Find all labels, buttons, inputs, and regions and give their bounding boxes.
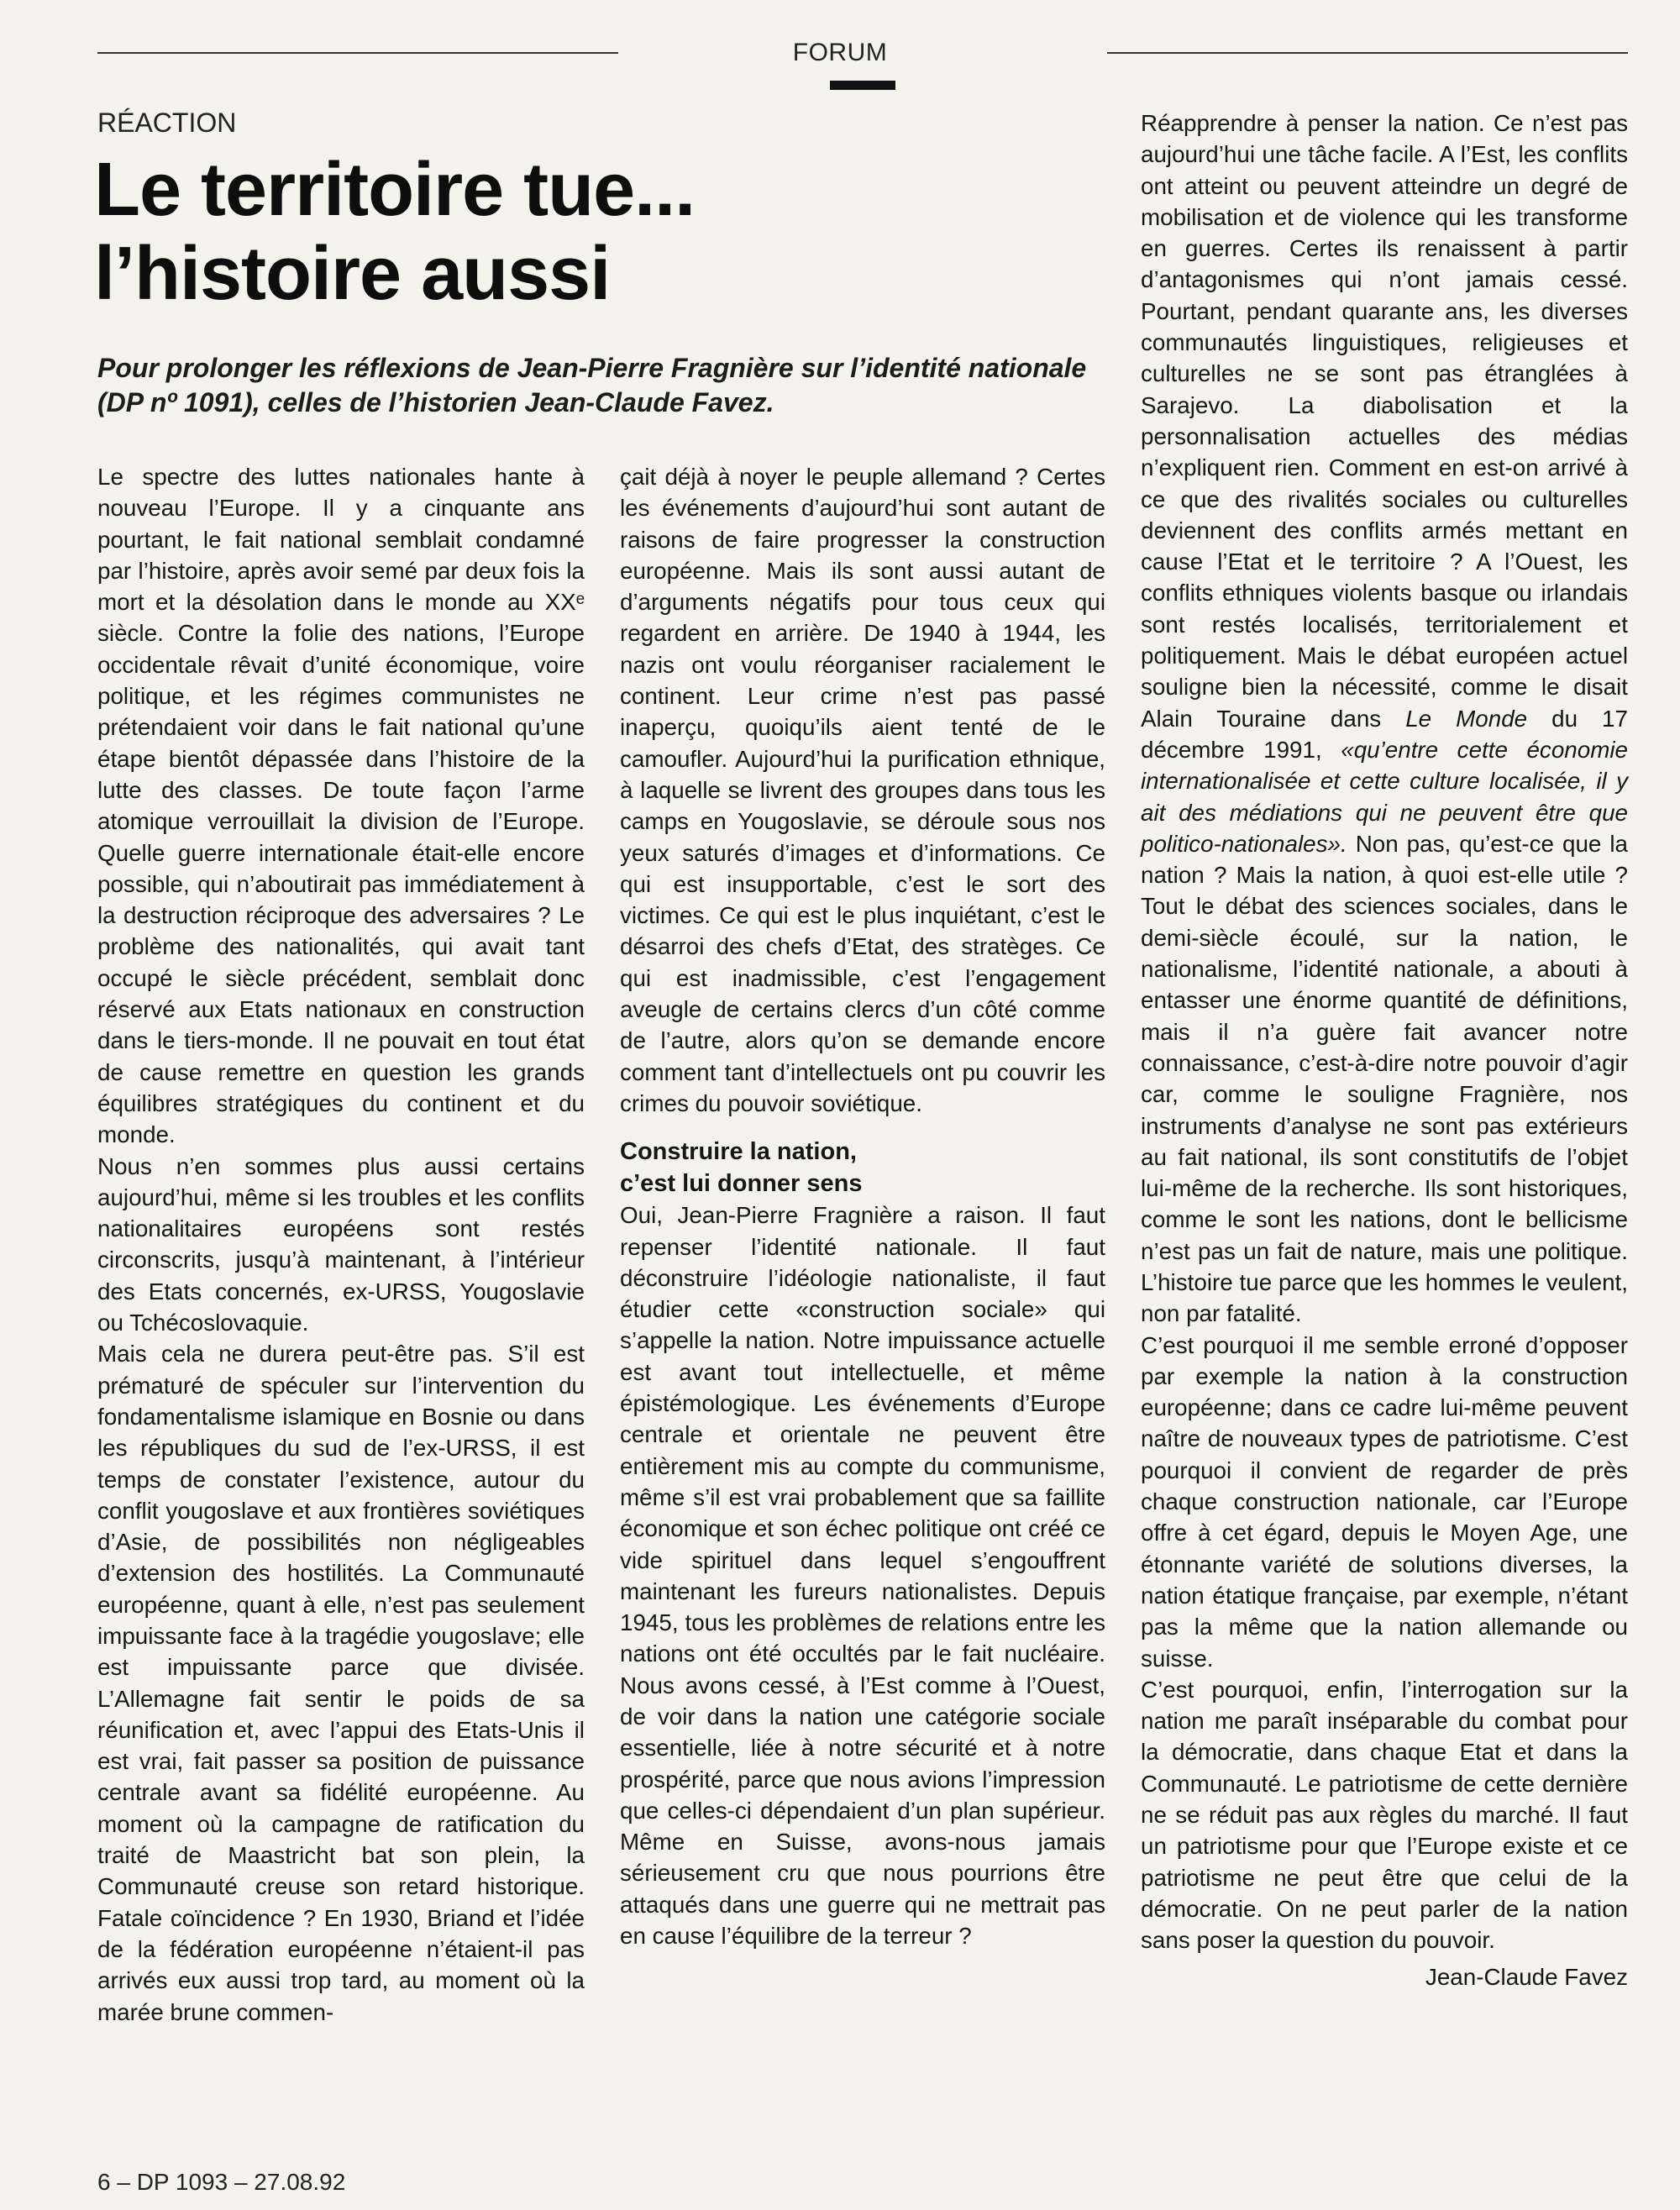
quotation: «qu’entre cette économie internationalisée et cette culture localisée, il y ait des médiations qui ne peuvent être que politico-nationales». [1141, 736, 1628, 857]
paragraph: Oui, Jean-Pierre Fragnière a raison. Il faut repenser l’identité nationale. Il faut déconstruire l’idéologie nationaliste, il faut étudier cette «construction sociale» qui s’appelle la nation. Notre impuissance actuelle est avant tout intellectuelle, et même épistémologique. Les événements d’Europe centrale et orientale ne peuvent être entièrement mis au compte du communisme, même s’il est vrai probablement que sa faillite économique et son échec politique ont créé ce vide spirituel dans lequel s’engouffrent maintenant les fureurs nationalistes. Depuis 1945, tous les problèmes de relations entre les nations ont été occultés par le fait nucléaire. Nous avons cessé, à l’Est comme à l’Ouest, de voir dans la nation une catégorie sociale essentielle, liée à notre sécurité et à notre prospérité, parce que nous avions l’impression que celles-ci dépendaient d’un plan supérieur. Même en Suisse, avons-nous jamais sérieusement cru que nous pourrions être attaqués dans une guerre qui ne mettrait pas en cause l’équilibre de la terreur ? [620, 1202, 1105, 1950]
text-run: Réapprendre à penser la nation. Ce n’est pas aujourd’hui une tâche facile. A l’Est, les conflits ont atteint ou peuvent atteindre un degré de mobilisation et de violence qui les transforme en guerres. Certes ils renaissent à partir d’antagonismes qui n’ont jamais cessé. Pourtant, pendant quarante ans, les diverses communautés linguistiques, religieuses et culturelles ne se sont pas étranglées à Sarajevo. La diabolisation et la personnalisation actuelles des médias n’expliquent rien. Comment en est-on arrivé à ce que des rivalités sociales ou culturelles deviennent des conflits armés mettant en cause l’Etat et le territoire ? A l’Ouest, les conflits ethniques violents basque ou irlandais sont restés localisés, territorialement et politiquement. Mais le débat européen actuel souligne bien la nécessité, comme le disait Alain Touraine dans [1141, 110, 1628, 732]
header-rule-right [1107, 52, 1628, 54]
paragraph: Nous n’en sommes plus aussi certains aujourd’hui, même si les troubles et les conflits nationalitaires européens sont restés circonscrits, jusqu’à maintenant, à l’intérieur des Etats concernés, ex-URSS, Yougoslavie ou Tchécoslovaquie. [97, 1152, 585, 1336]
author-signature: Jean-Claude Favez [1425, 1963, 1628, 1990]
header-rule-left [97, 52, 618, 54]
article-kicker: RÉACTION [97, 108, 237, 138]
page-folio: 6 – DP 1093 – 27.08.92 [97, 2169, 346, 2195]
column-1 [97, 461, 585, 2028]
journal-name: Le Monde [1405, 705, 1528, 732]
section-marker [830, 81, 895, 90]
column-2 [620, 461, 1105, 1951]
subheading-line-2: c’est lui donner sens [620, 1170, 863, 1198]
text-run: Non pas, qu’est-ce que la nation ? Mais la nation, à quoi est-elle utile ? Tout le débat des sciences sociales, dans le demi-siècle écoulé, sur la nation, le nationalisme, l’identité nationale, a abouti à entasser une énorme quantité de définitions, mais il n’a guère fait avancer notre connaissance, c’est-à-dire notre pouvoir d’agir car, comme le souligne Fragnière, nos instruments d’analyse ne sont pas extérieurs au fait national, ils sont constitutifs de l’objet lui-même de la recherche. Ils sont historiques, comme le sont les nations, dont le bellicisme n’est pas un fait de nature, mais une politique. L’histoire tue parce que les hommes le veulent, non par fatalité. [1141, 830, 1628, 1327]
subheading [620, 1136, 1105, 1199]
article-title [94, 148, 1102, 316]
paragraph: Le spectre des luttes nationales hante à nouveau l’Europe. Il y a cinquante ans pourtant, le fait national semblait condamné par l’histoire, après avoir semé par deux fois la mort et la désolation dans le monde au XXᵉ siècle. Contre la folie des nations, l’Europe occidentale rêvait d’unité économique, voire politique, et les régimes communistes ne prétendaient voir dans le fait national qu’une étape bientôt dépassée dans l’histoire de la lutte des classes. De toute façon l’arme atomique verrouillait la division de l’Europe. Quelle guerre internationale était-elle encore possible, qui n’aboutirait pas immédiatement à la destruction réciproque des adversaires ? Le problème des nationalités, qui avait tant occupé le siècle précédent, semblait donc réservé aux Etats nationaux en construction dans le tiers-monde. Il ne pouvait en tout état de cause remettre en question les grands équilibres stratégiques du continent et du monde. [97, 464, 585, 1148]
paragraph: Mais cela ne durera peut-être pas. S’il est prématuré de spéculer sur l’intervention du fondamentalisme islamique en Bosnie ou dans les républiques du sud de l’ex-URSS, il est temps de constater l’existence, autour du conflit yougoslave et aux frontières soviétiques d’Asie, de possibilités non négligeables d’extension des hostilités. La Communauté européenne, quant à elle, n’est pas seulement impuissante face à la tragédie yougoslave; elle est impuissante parce que divisée. L’Allemagne fait sentir le poids de sa réunification et, avec l’appui des Etats-Unis il est vrai, fait passer sa position de puissance centrale avant sa fidélité européenne. Au moment où la campagne de ratification du traité de Maastricht bat son plein, la Communauté creuse son retard historique. Fatale coïncidence ? En 1930, Briand et l’idée de la fédération européenne n’étaient-il pas arrivés eux aussi trop tard, au moment où la marée brune commen- [97, 1341, 585, 2025]
text-run: du 17 décembre 1991, [1141, 705, 1628, 763]
paragraph: çait déjà à noyer le peuple allemand ? Certes les événements d’aujourd’hui sont autant de raisons de faire progresser la construction européenne. Mais ils sont aussi autant de d’arguments négatifs pour tous ceux qui regardent en arrière. De 1940 à 1944, les nazis ont voulu réorganiser racialement le continent. Leur crime n’est pas passé inaperçu, quoiqu’ils aient tenté de le camoufler. Aujourd’hui la purification ethnique, à laquelle se livrent des groupes dans tous les camps en Yougoslavie, se déroule sous nos yeux saturés d’images et d’informations. Ce qui est insupportable, c’est le sort des victimes. Ce qui est le plus inquiétant, c’est le désarroi des chefs d’Etat, des stratèges. Ce qui est inadmissible, c’est l’engagement aveugle de certains clercs d’un côté comme de l’autre, alors qu’on se demande encore comment tant d’intellectuels ont pu couvrir les crimes du pouvoir soviétique. [620, 464, 1105, 1116]
subheading-line-1: Construire la nation, [620, 1138, 857, 1166]
section-label: FORUM [792, 39, 888, 66]
paragraph: C’est pourquoi, enfin, l’interrogation sur la nation me paraît inséparable du combat pour la démocratie, dans chaque Etat et dans la Communauté. Le patriotisme de cette dernière ne se réduit pas aux règles du marché. Il faut un patriotisme pour que l’Europe existe et ce patriotisme ne peut être que celui de la démocratie. On ne peut parler de la nation sans poser la question du pouvoir. [1141, 1676, 1628, 1954]
column-3 [1141, 108, 1628, 1992]
title-line-2: l’histoire aussi [94, 232, 611, 316]
paragraph: C’est pourquoi il me semble erroné d’opposer par exemple la nation à la construction européenne; dans ce cadre lui-même peuvent naître de nouveaux types de patriotisme. C’est pourquoi il convient de regarder de près chaque construction nationale, car l’Europe offre à cet égard, depuis le Moyen Age, une étonnante variété de solutions diverses, la nation étatique française, par exemple, n’étant pas la même que la nation allemande ou suisse. [1141, 1331, 1628, 1672]
paragraph [1141, 108, 1628, 1330]
title-line-1: Le territoire tue... [94, 148, 696, 232]
article-lead: Pour prolonger les réflexions de Jean-Pierre Fragnière sur l’identité nationale (DP nº 1091), celles de l’historien Jean-Claude Favez. [97, 353, 1087, 417]
